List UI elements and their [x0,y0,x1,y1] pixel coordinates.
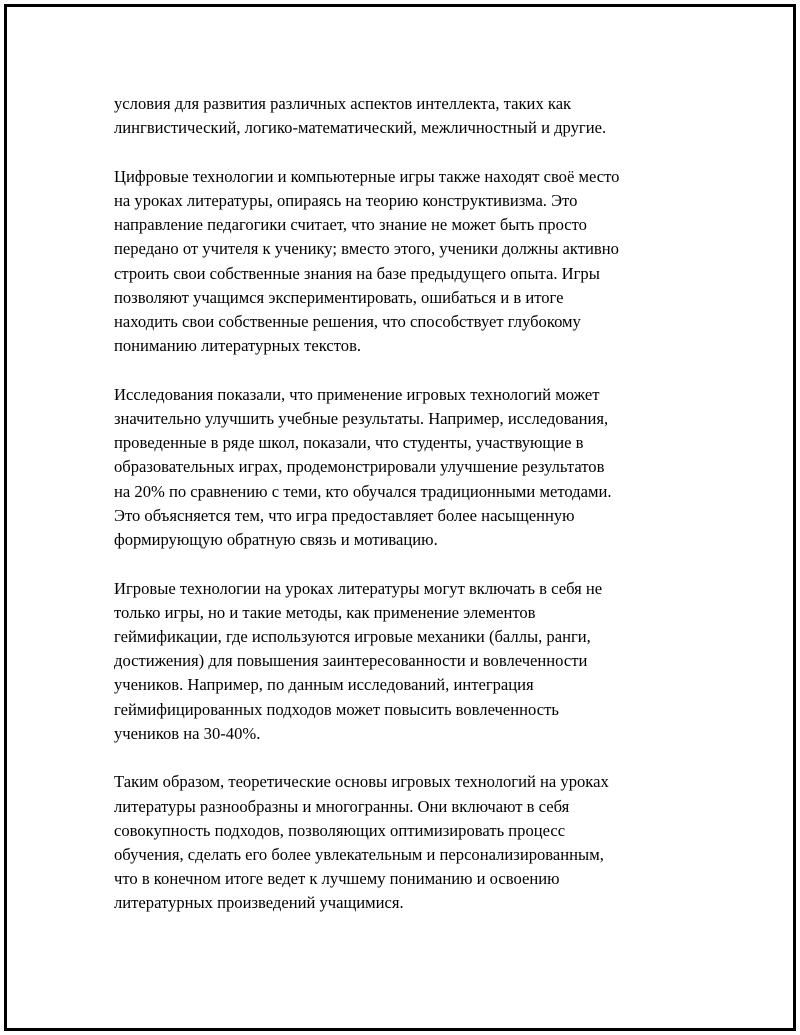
paragraph-research-results: Исследования показали, что применение игровых технологий может значительно улучшить учебные результаты. Например, исследования, проведенные в ряде школ, показали, что студенты, участвующие в образовательных играх, продемонстрировали улучшение результатов на 20% по сравнению с теми, кто обучался традиционными методами. Это объясняется тем, что игра предоставляет более насыщенную формирующую обратную связь и мотивацию. [114,384,612,550]
paragraph-constructivism: Цифровые технологии и компьютерные игры также находят своё место на уроках литературы, опираясь на теорию конструктивизма. Это направление педагогики считает, что знание не может быть просто передано от учителя к ученику; вместо этого, ученики должны активно строить свои собственные знания на базе предыдущего опыта. Игры позволяют учащимся экспериментировать, ошибаться и в итоге находить свои собственные решения, что способствует глубокому пониманию литературных текстов. [114,166,620,356]
paragraph-gamification: Игровые технологии на уроках литературы могут включать в себя не только игры, но и такие методы, как применение элементов геймификации, где используются игровые механики (баллы, ранги, достижения) для повышения заинтересованности и вовлеченности учеников. Например, по данным исследований, интеграция геймифицированных подходов может повысить вовлеченность учеников на 30-40%. [114,578,603,743]
paragraph-conclusion: Таким образом, теоретические основы игровых технологий на уроках литературы разнообразны и многогранны. Они включают в себя совокупность подходов, позволяющих оптимизировать процесс обучения, сделать его более увлекательным и персонализированным, что в конечном итоге ведет к лучшему пониманию и освоению литературных произведений учащимися. [114,772,609,913]
document-body [114,92,704,940]
paragraph-intelligence-aspects: условия для развития различных аспектов интеллекта, таких как лингвистический, логико-математический, межличностный и другие. [114,94,607,138]
